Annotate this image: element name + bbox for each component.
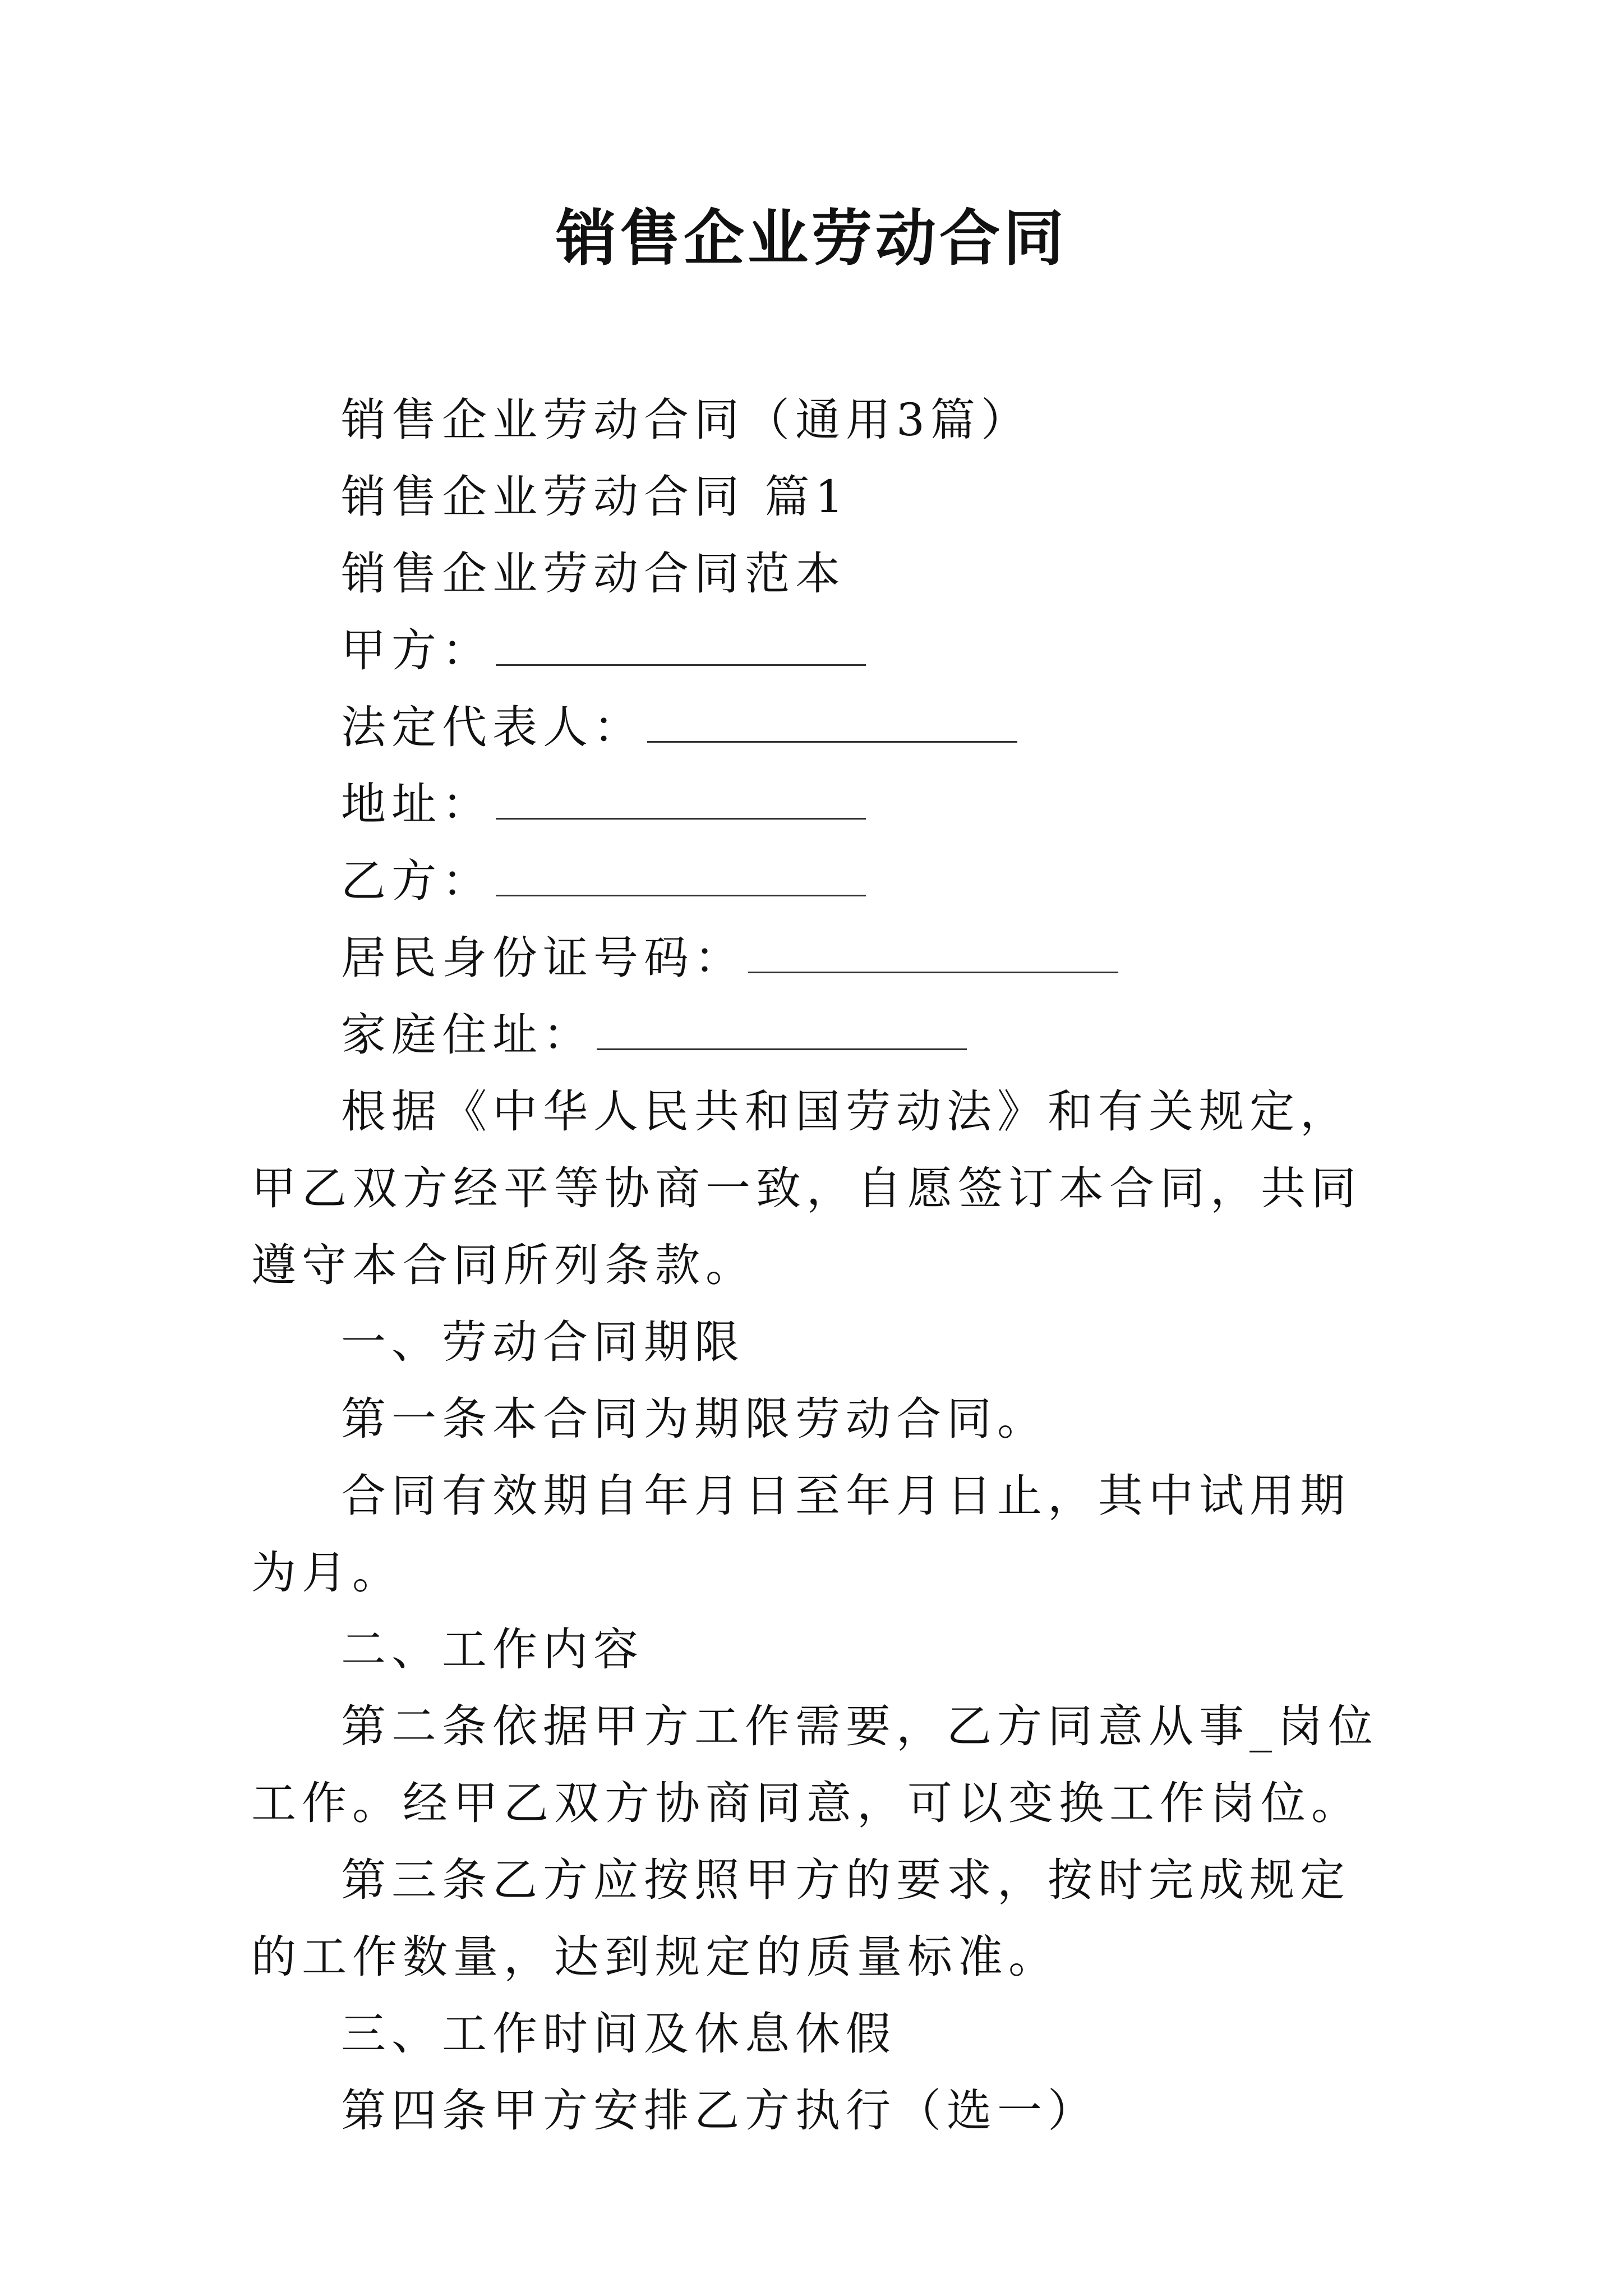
party-a-row: [251, 612, 1384, 689]
party-b-blank: [496, 850, 866, 896]
address-label: 地址：: [341, 778, 492, 830]
party-a-label: 甲方：: [341, 624, 492, 677]
id-number-blank: [748, 927, 1118, 973]
legal-rep-label: 法定代表人：: [341, 701, 644, 753]
page-title: 销售企业劳动合同: [555, 203, 1067, 274]
subtitle-line: 销售企业劳动合同（通用3篇）: [341, 394, 1031, 446]
article-4: 第四条甲方安排乙方执行（选一）: [341, 2085, 1098, 2137]
section-2-heading: 二、工作内容: [341, 1623, 644, 1676]
preamble-paragraph: 根据《中华人民共和国劳动法》和有关规定，甲乙双方经平等协商一致，自愿签订本合同，共同遵守本合同所列条款。: [251, 1085, 1362, 1291]
article-2: 第二条依据甲方工作需要，乙方同意从事_岗位工作。经甲乙双方协商同意，可以变换工作岗位。: [251, 1700, 1378, 1829]
legal-rep-row: [251, 689, 1384, 766]
document-body: [251, 381, 1384, 2149]
id-number-row: [251, 919, 1384, 996]
template-heading: 销售企业劳动合同范本: [341, 547, 846, 600]
article-1: 第一条本合同为期限劳动合同。: [341, 1393, 1048, 1445]
section-heading: 销售企业劳动合同 篇1: [341, 471, 850, 523]
id-number-label: 居民身份证号码：: [341, 932, 745, 984]
article-3: 第三条乙方应按照甲方的要求，按时完成规定的工作数量，达到规定的质量标准。: [251, 1854, 1350, 1983]
home-address-row: [251, 996, 1384, 1073]
article-1-term: 合同有效期自年月日至年月日止，其中试用期为月。: [251, 1470, 1350, 1599]
party-a-blank: [496, 619, 866, 666]
section-1-heading: 一、劳动合同期限: [341, 1316, 745, 1368]
address-blank: [496, 773, 866, 820]
section-3-heading: 三、工作时间及休息休假: [341, 2008, 896, 2060]
party-b-row: [251, 843, 1384, 919]
home-address-blank: [597, 1004, 967, 1050]
address-row: [251, 766, 1384, 843]
party-b-label: 乙方：: [341, 855, 492, 907]
legal-rep-blank: [647, 696, 1017, 743]
home-address-label: 家庭住址：: [341, 1009, 593, 1061]
